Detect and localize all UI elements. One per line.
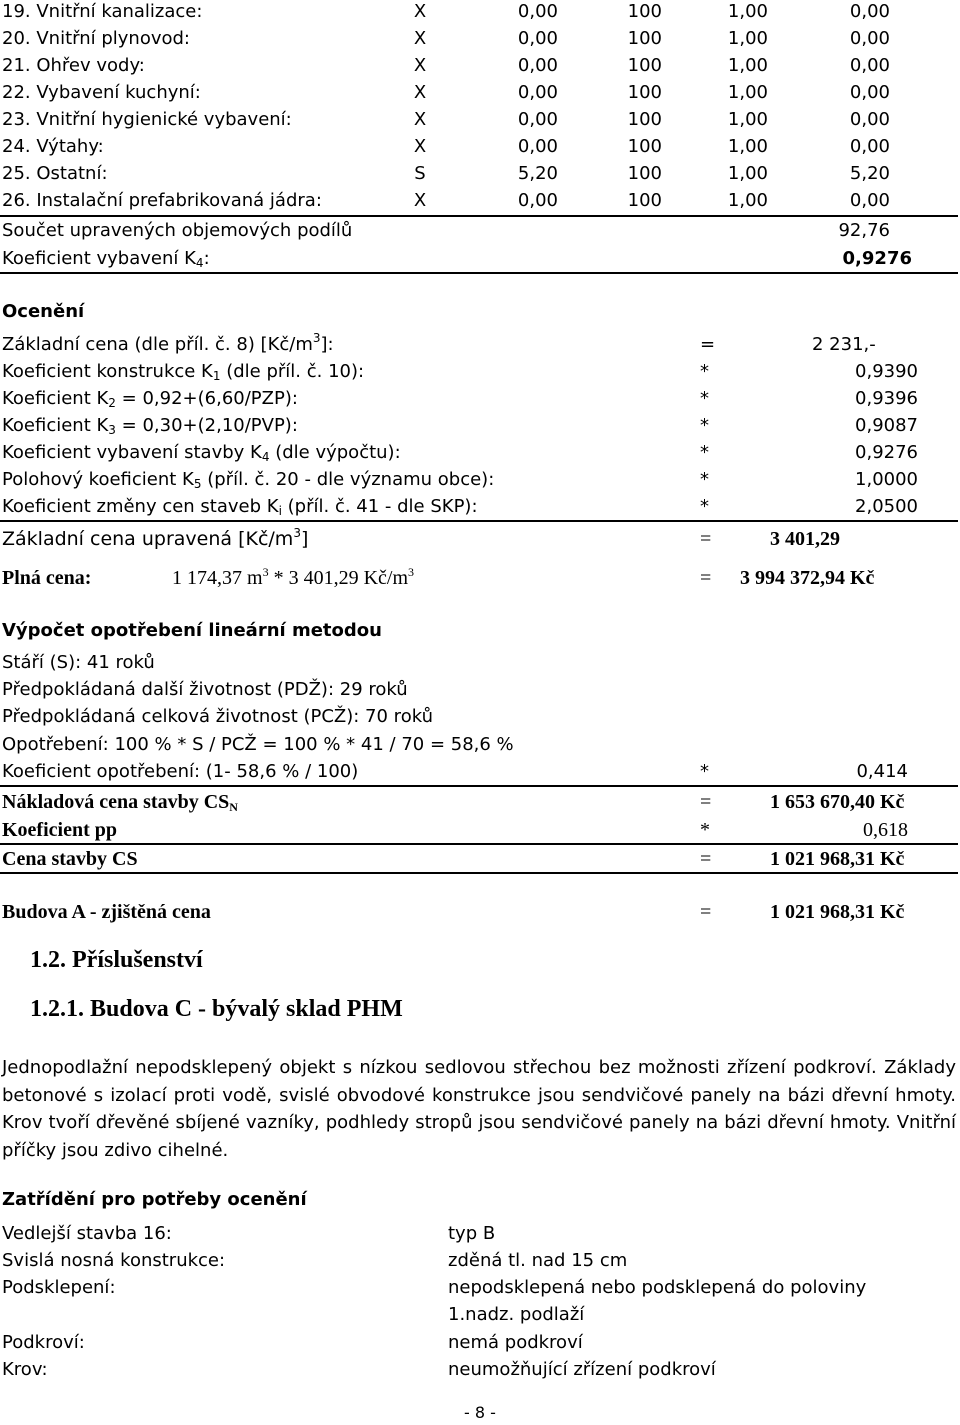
- row-result: 0,00: [849, 1, 890, 22]
- row-coef: 1,00: [727, 1, 768, 22]
- row-result: 0,00: [849, 82, 890, 103]
- building-description: Jednopodlažní nepodsklepený objekt s nízkou sedlovou střechou bez možnosti zřízení podkroví. Základy betonové s izolací proti vodě, svislé obvodové konstrukce jsou sendvičové panely na bázi dřevní hmoty. Krov tvoří dřevěné sbíjené vazníky, podhledy stropů jsou sendvičové panely na bázi dřevní hmoty. Vnitřní příčky jsou zdivo cihelné.: [2, 1057, 956, 1161]
- depreciation-coef-op: *: [700, 761, 709, 782]
- row-name: 20. Vnitřní plynovod:: [2, 28, 190, 49]
- row-name: 24. Výtahy:: [2, 136, 104, 157]
- sum-label: Součet upravených objemových podílů: [2, 220, 353, 241]
- coefficient-label: [2, 495, 478, 519]
- base-price-post: ]:: [320, 334, 334, 355]
- full-price-volume: 1 174,37 m: [172, 567, 263, 589]
- coef-post: (dle příl. č. 10):: [220, 361, 365, 382]
- coefficient-value: 0,9276: [855, 442, 918, 463]
- table-row: [0, 135, 960, 161]
- depreciation-divider: [0, 785, 958, 787]
- table-row: [0, 108, 960, 134]
- depreciation-heading: Výpočet opotřebení lineární metodou: [2, 620, 382, 641]
- cost-price-text: Nákladová cena stavby CS: [2, 791, 230, 813]
- classification-label: Vedlejší stavba 16:: [2, 1223, 172, 1244]
- coef-divider: [0, 520, 958, 522]
- k4-value: 0,9276: [842, 248, 912, 269]
- base-price-label: [2, 333, 334, 357]
- depreciation-line: Opotřebení: 100 % * S / PCŽ = 100 % * 41 / 70 = 58,6 %: [2, 734, 514, 755]
- subsection-heading: 1.2.1. Budova C - bývalý sklad PHM: [30, 996, 403, 1022]
- table-row: [0, 162, 960, 188]
- row-pct: 100: [627, 1, 662, 22]
- classification-label: Krov:: [2, 1359, 48, 1380]
- table-row: [0, 54, 960, 80]
- row-share: 0,00: [517, 28, 558, 49]
- coef-sub: 2: [108, 396, 116, 410]
- row-share: 0,00: [517, 55, 558, 76]
- row-pct: 100: [627, 55, 662, 76]
- coefficient-op: *: [700, 388, 709, 409]
- coef-sub: 5: [193, 477, 202, 491]
- depreciation-line: Předpokládaná celková životnost (PCŽ): 70 roků: [2, 706, 433, 727]
- coefficient-op: *: [700, 469, 709, 490]
- coefficient-op: *: [700, 442, 709, 463]
- coef-text: Koeficient K: [2, 388, 109, 409]
- base-price-value: 2 231,-: [812, 334, 876, 355]
- row-result: 5,20: [849, 163, 890, 184]
- row-share: 5,20: [517, 163, 558, 184]
- row-coef: 1,00: [727, 136, 768, 157]
- coef-post: = 0,92+(6,60/PZP):: [115, 388, 298, 409]
- row-result: 0,00: [849, 109, 890, 130]
- building-price-label: Cena stavby CS: [2, 848, 138, 870]
- k4-divider: [0, 272, 958, 274]
- coef-post: (příl. č. 41 - dle SKP):: [281, 496, 478, 517]
- classification-value: neumožňující zřízení podkroví: [448, 1359, 716, 1380]
- row-code: X: [413, 1, 427, 22]
- row-result: 0,00: [849, 190, 890, 211]
- coefficient-value: 1,0000: [855, 469, 918, 490]
- row-code: X: [413, 55, 427, 76]
- row-code: S: [414, 163, 426, 184]
- coefficient-value: 2,0500: [855, 496, 918, 517]
- coefficient-label: [2, 387, 298, 411]
- pp-coef-label: Koeficient pp: [2, 819, 117, 841]
- base-price-text: Základní cena (dle příl. č. 8) [Kč/m: [2, 334, 313, 355]
- coef-text: Koeficient K: [2, 415, 109, 436]
- row-share: 0,00: [517, 1, 558, 22]
- coefficient-value: 0,9390: [855, 361, 918, 382]
- coef-text: Koeficient vybavení stavby K: [2, 442, 262, 463]
- coef-post: = 0,30+(2,10/PVP):: [115, 415, 298, 436]
- coefficient-label: [2, 360, 364, 384]
- cost-price-sub: N: [229, 800, 238, 814]
- adjusted-price-post: ]: [300, 528, 309, 550]
- coef-sub: 3: [108, 423, 116, 437]
- pp-coef-value: 0,618: [863, 819, 908, 841]
- coefficient-value: 0,9396: [855, 388, 918, 409]
- cost-price-label: [2, 790, 238, 814]
- depreciation-line: Stáří (S): 41 roků: [2, 652, 155, 673]
- row-pct: 100: [627, 82, 662, 103]
- depreciation-coef-value: 0,414: [856, 761, 908, 782]
- coefficient-op: *: [700, 496, 709, 517]
- row-share: 0,00: [517, 136, 558, 157]
- row-result: 0,00: [849, 28, 890, 49]
- row-name: 23. Vnitřní hygienické vybavení:: [2, 109, 292, 130]
- row-coef: 1,00: [727, 190, 768, 211]
- row-share: 0,00: [517, 82, 558, 103]
- classification-label: Podkroví:: [2, 1332, 85, 1353]
- coef-post: (dle výpočtu):: [269, 442, 401, 463]
- row-coef: 1,00: [727, 82, 768, 103]
- cost-price-op: =: [700, 791, 712, 813]
- full-price-expression: [172, 566, 414, 590]
- row-coef: 1,00: [727, 28, 768, 49]
- building-a-value: 1 021 968,31 Kč: [770, 901, 905, 923]
- classification-label: Podsklepení:: [2, 1277, 116, 1298]
- coefficient-label: [2, 468, 494, 492]
- row-share: 0,00: [517, 109, 558, 130]
- coefficient-label: [2, 441, 401, 465]
- building-a-label: Budova A - zjištěná cena: [2, 901, 211, 923]
- classification-value: nemá podkroví: [448, 1332, 583, 1353]
- cs-divider: [0, 872, 958, 874]
- section-heading: 1.2. Příslušenství: [30, 947, 203, 973]
- adjusted-price-op: =: [700, 528, 712, 550]
- page-number: - 8 -: [464, 1403, 496, 1422]
- classification-label: Svislá nosná konstrukce:: [2, 1250, 226, 1271]
- row-name: 22. Vybavení kuchyní:: [2, 82, 201, 103]
- pp-divider: [0, 843, 958, 845]
- coefficient-op: *: [700, 415, 709, 436]
- adjusted-price-value: 3 401,29: [770, 528, 840, 550]
- classification-value: zděná tl. nad 15 cm: [448, 1250, 628, 1271]
- row-name: 25. Ostatní:: [2, 163, 108, 184]
- row-pct: 100: [627, 136, 662, 157]
- row-code: X: [413, 28, 427, 49]
- depreciation-coef-label: Koeficient opotřebení: (1- 58,6 % / 100): [2, 761, 359, 782]
- full-price-value: 3 994 372,94 Kč: [740, 567, 875, 589]
- building-a-op: =: [700, 901, 712, 923]
- row-code: X: [413, 109, 427, 130]
- k4-label-sub: 4: [195, 256, 204, 270]
- table-divider: [0, 215, 958, 217]
- pp-coef-op: *: [700, 819, 710, 841]
- building-price-op: =: [700, 848, 712, 870]
- full-price-unit-price: * 3 401,29 Kč/m: [268, 567, 408, 589]
- full-price-label: Plná cena:: [2, 567, 92, 589]
- building-price-value: 1 021 968,31 Kč: [770, 848, 905, 870]
- valuation-heading: Ocenění: [2, 301, 85, 322]
- row-coef: 1,00: [727, 55, 768, 76]
- classification-heading: Zatřídění pro potřeby ocenění: [2, 1189, 307, 1210]
- row-pct: 100: [627, 109, 662, 130]
- k4-label: [2, 247, 210, 271]
- sum-value: 92,76: [838, 220, 890, 241]
- row-code: X: [413, 136, 427, 157]
- full-price-sup-a: 3: [262, 565, 269, 579]
- base-price-sup: 3: [312, 331, 321, 345]
- classification-value: 1.nadz. podlaží: [448, 1304, 585, 1325]
- table-row: [0, 189, 960, 215]
- coef-sub: 1: [212, 369, 221, 383]
- table-row: [0, 27, 960, 53]
- full-price-op: =: [700, 567, 712, 589]
- classification-value: typ B: [448, 1223, 496, 1244]
- classification-value: nepodsklepená nebo podsklepená do poloviny: [448, 1277, 867, 1298]
- coefficient-label: [2, 414, 298, 438]
- row-name: 21. Ohřev vody:: [2, 55, 145, 76]
- base-price-op: =: [700, 334, 716, 355]
- row-name: 19. Vnitřní kanalizace:: [2, 1, 203, 22]
- k4-label-text: Koeficient vybavení K: [2, 248, 196, 269]
- row-code: X: [413, 190, 427, 211]
- coefficient-value: 0,9087: [855, 415, 918, 436]
- row-pct: 100: [627, 163, 662, 184]
- table-row: [0, 81, 960, 107]
- row-result: 0,00: [849, 136, 890, 157]
- coefficient-op: *: [700, 361, 709, 382]
- adjusted-price-sup: 3: [293, 526, 301, 540]
- cost-price-value: 1 653 670,40 Kč: [770, 791, 905, 813]
- k4-label-colon: :: [203, 248, 210, 269]
- row-coef: 1,00: [727, 109, 768, 130]
- adjusted-price-label: [2, 527, 308, 551]
- depreciation-line: Předpokládaná další životnost (PDŽ): 29 roků: [2, 679, 408, 700]
- row-coef: 1,00: [727, 163, 768, 184]
- row-name: 26. Instalační prefabrikovaná jádra:: [2, 190, 322, 211]
- row-pct: 100: [627, 28, 662, 49]
- row-share: 0,00: [517, 190, 558, 211]
- coef-text: Polohový koeficient K: [2, 469, 194, 490]
- coef-text: Koeficient změny cen staveb K: [2, 496, 279, 517]
- coef-sub: i: [278, 504, 282, 518]
- coef-post: (příl. č. 20 - dle významu obce):: [201, 469, 495, 490]
- row-result: 0,00: [849, 55, 890, 76]
- row-pct: 100: [627, 190, 662, 211]
- table-row: [0, 0, 960, 26]
- full-price-sup-b: 3: [408, 565, 414, 579]
- coef-sub: 4: [261, 450, 270, 464]
- coef-text: Koeficient konstrukce K: [2, 361, 213, 382]
- row-code: X: [413, 82, 427, 103]
- adjusted-price-text: Základní cena upravená [Kč/m: [2, 528, 294, 550]
